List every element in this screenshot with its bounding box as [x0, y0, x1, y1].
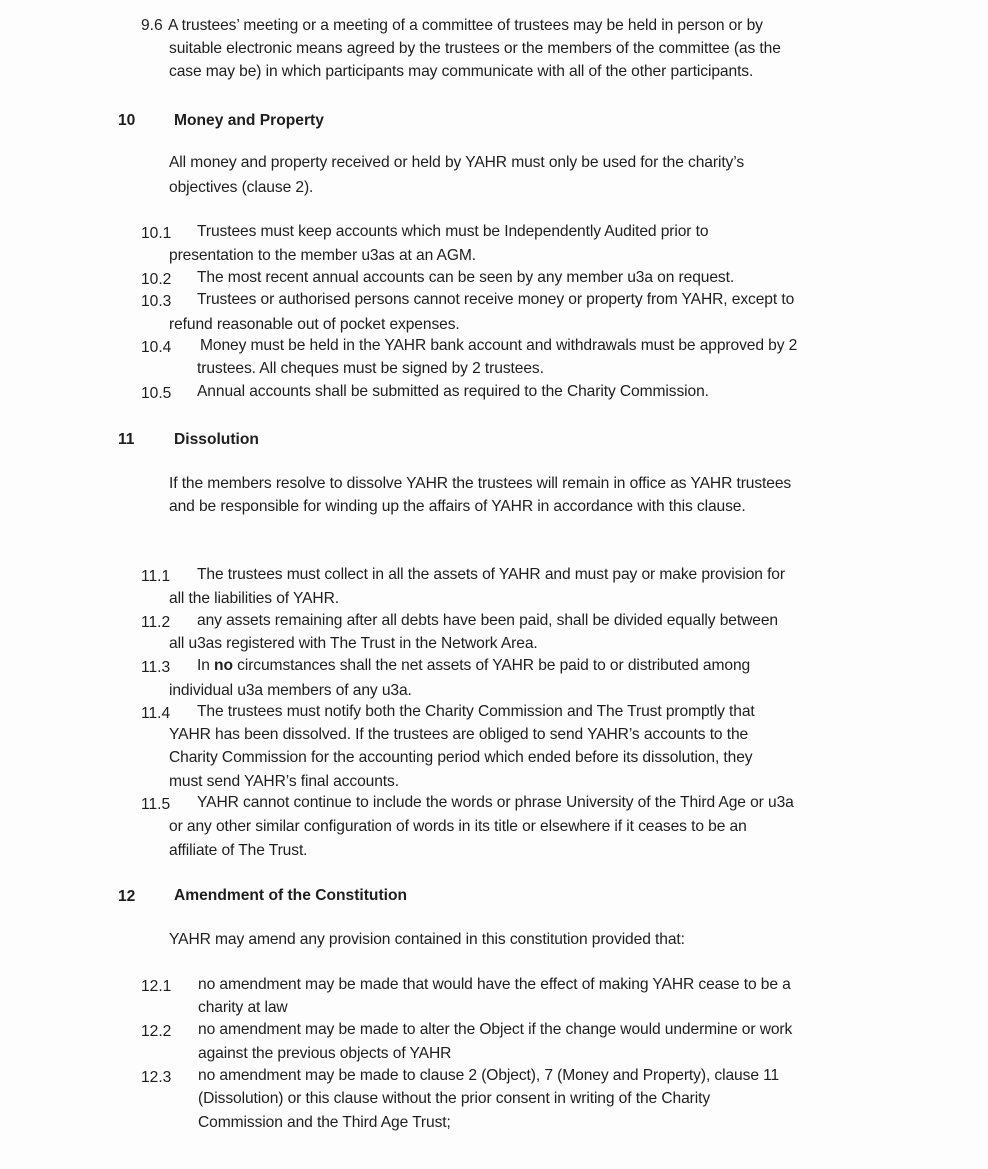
clause-number: 9.6 [141, 17, 163, 34]
clause-number: 11.4 [141, 705, 171, 722]
clause-text-line: or any other similar configuration of words in its title or elsewhere if it ceases to be an [169, 818, 747, 835]
clause-text-line: Annual accounts shall be submitted as required to the Charity Commission. [197, 383, 709, 400]
clause-number: 10.2 [141, 271, 172, 288]
section-number: 12 [118, 888, 136, 905]
clause-text-line: suitable electronic means agreed by the trustees or the members of the committee (as the [169, 40, 781, 57]
section-intro-line: If the members resolve to dissolve YAHR the trustees will remain in office as YAHR trustees [169, 475, 792, 492]
section-intro-line: YAHR may amend any provision contained in this constitution provided that: [169, 931, 685, 948]
clause-text-line: YAHR has been dissolved. If the trustees are obliged to send YAHR’s accounts to the [169, 726, 749, 743]
clause-text-line: Commission and the Third Age Trust; [198, 1114, 451, 1131]
clause-text-line: Trustees must keep accounts which must be Independently Audited prior to [197, 223, 709, 240]
clause-number: 11.1 [141, 568, 171, 585]
clause-number: 10.5 [141, 385, 172, 402]
section-title: Amendment of the Constitution [174, 887, 408, 904]
clause-number: 10.1 [141, 225, 172, 242]
emphasis-no: no [214, 657, 233, 674]
clause-text-line: charity at law [198, 999, 288, 1016]
clause-text-line: The most recent annual accounts can be seen by any member u3a on request. [197, 269, 735, 286]
clause-number: 11.2 [141, 614, 171, 631]
clause-text-line: all u3as registered with The Trust in the Network Area. [169, 635, 538, 652]
clause-text-line: any assets remaining after all debts have been paid, shall be divided equally between [197, 612, 778, 629]
section-number: 10 [118, 112, 136, 129]
clause-number: 12.2 [141, 1023, 172, 1040]
clause-text-line: trustees. All cheques must be signed by 2 trustees. [197, 360, 544, 377]
clause-number: 11.5 [141, 796, 171, 813]
clause-text-line: against the previous objects of YAHR [198, 1045, 452, 1062]
clause-text-line: all the liabilities of YAHR. [169, 590, 339, 607]
clause-text-line: Money must be held in the YAHR bank account and withdrawals must be approved by 2 [200, 337, 798, 354]
clause-text-line: A trustees’ meeting or a meeting of a committee of trustees may be held in person or by [168, 17, 763, 34]
clause-number: 11.3 [141, 659, 171, 676]
clause-text-line: individual u3a members of any u3a. [169, 682, 412, 699]
section-intro-line: objectives (clause 2). [169, 179, 314, 196]
clause-text-line: case may be) in which participants may communicate with all of the other participants. [169, 63, 754, 80]
clause-text-line: Trustees or authorised persons cannot receive money or property from YAHR, except to [197, 291, 795, 308]
clause-text-line: The trustees must notify both the Charity Commission and The Trust promptly that [197, 703, 755, 720]
clause-number: 12.3 [141, 1069, 172, 1086]
clause-text-line: no amendment may be made to alter the Object if the change would undermine or work [198, 1021, 793, 1038]
clause-number: 12.1 [141, 978, 172, 995]
clause-text-line: Charity Commission for the accounting period which ended before its dissolution, they [169, 749, 753, 766]
section-title: Money and Property [174, 112, 324, 129]
clause-text-line: In no circumstances shall the net assets of YAHR be paid to or distributed among [197, 657, 751, 674]
clause-text-line: YAHR cannot continue to include the words or phrase University of the Third Age or u3a [197, 794, 794, 811]
clause-text-line: (Dissolution) or this clause without the prior consent in writing of the Charity [198, 1090, 711, 1107]
clause-text-line: refund reasonable out of pocket expenses. [169, 316, 460, 333]
clause-text-line: The trustees must collect in all the assets of YAHR and must pay or make provision for [197, 566, 785, 583]
section-intro-line: All money and property received or held by YAHR must only be used for the charity’s [169, 154, 745, 171]
clause-text-line: must send YAHR’s final accounts. [169, 773, 399, 790]
clause-text-line: no amendment may be made that would have the effect of making YAHR cease to be a [198, 976, 791, 993]
clause-text-line: presentation to the member u3as at an AGM. [169, 247, 476, 264]
clause-number: 10.4 [141, 339, 172, 356]
section-intro-line: and be responsible for winding up the affairs of YAHR in accordance with this clause. [169, 498, 746, 515]
clause-text-line: no amendment may be made to clause 2 (Object), 7 (Money and Property), clause 11 [198, 1067, 780, 1084]
section-number: 11 [118, 431, 135, 448]
clause-number: 10.3 [141, 293, 172, 310]
clause-text-line: affiliate of The Trust. [169, 842, 308, 859]
section-title: Dissolution [174, 431, 259, 448]
